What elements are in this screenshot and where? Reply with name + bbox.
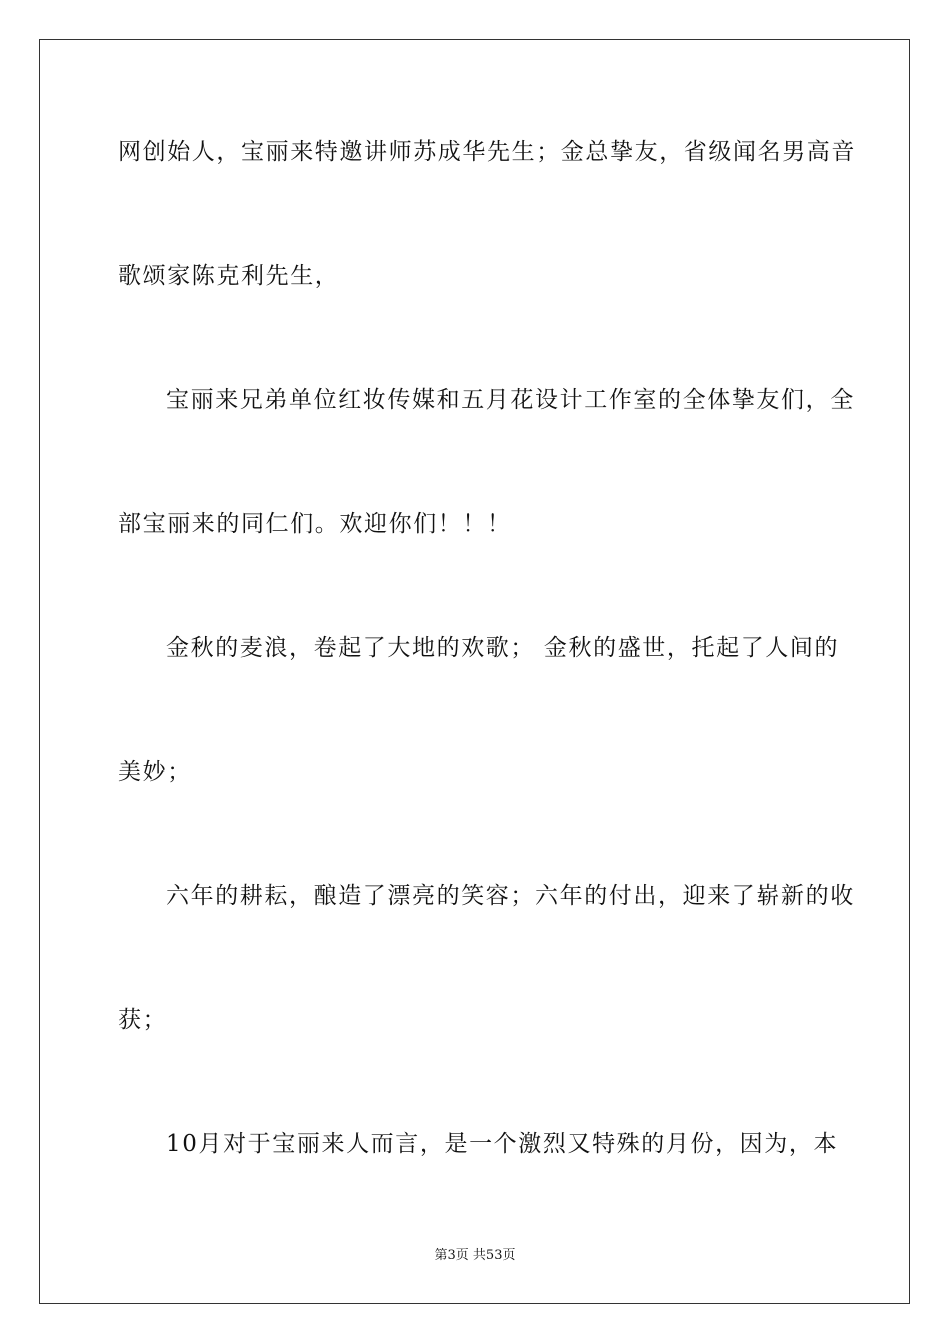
text-line-1: 网创始人，宝丽来特邀讲师苏成华先生；金总挚友，省级闻名男高音	[118, 139, 856, 165]
text-line-8: 获；	[118, 1007, 168, 1033]
page-number-footer: 第3页 共53页	[434, 1248, 516, 1263]
text-line-2: 歌颂家陈克利先生，	[118, 263, 340, 289]
text-line-4: 部宝丽来的同仁们。欢迎你们！！！	[118, 511, 512, 537]
text-line-5: 金秋的麦浪，卷起了大地的欢歌； 金秋的盛世，托起了人间的	[166, 635, 840, 661]
text-line-9: 10月对于宝丽来人而言，是一个激烈又特殊的月份，因为，本	[166, 1131, 839, 1157]
text-line-7: 六年的耕耘，酿造了漂亮的笑容；六年的付出，迎来了崭新的收	[166, 883, 855, 909]
page-border	[39, 39, 910, 1304]
text-line-6: 美妙；	[118, 759, 192, 785]
text-line-3: 宝丽来兄弟单位红妆传媒和五月花设计工作室的全体挚友们，全	[166, 387, 855, 413]
